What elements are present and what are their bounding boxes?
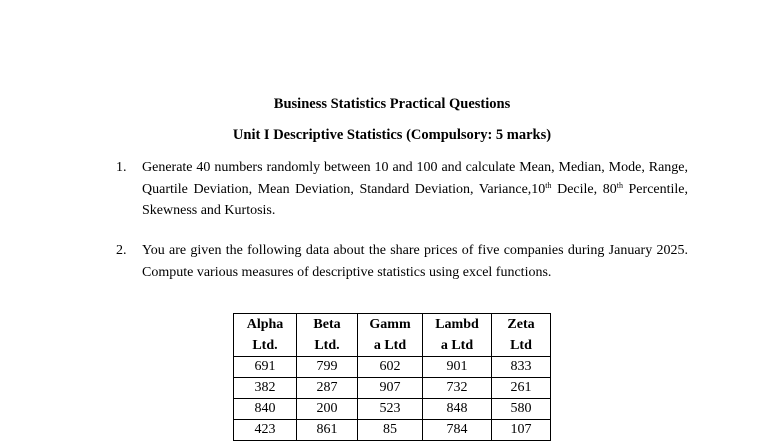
table-row — [234, 399, 551, 420]
table-cell: 840 — [234, 399, 297, 420]
table-cell: 85 — [358, 420, 423, 441]
table-row — [234, 378, 551, 399]
question-1 — [116, 157, 688, 222]
column-header: Lambd a Ltd — [423, 314, 492, 357]
question-text: You are given the following data about the share prices of five companies during January 2025. Compute various measures of descriptive statistics using excel functions. — [142, 243, 688, 280]
table-cell: 732 — [423, 378, 492, 399]
table-cell: 602 — [358, 357, 423, 378]
document-title: Business Statistics Practical Questions — [273, 96, 511, 112]
table-cell: 287 — [297, 378, 358, 399]
question-2 — [116, 240, 688, 283]
table-cell: 580 — [492, 399, 551, 420]
unit-heading: Unit I Descriptive Statistics (Compulsory: 5 marks) — [232, 127, 552, 143]
table-header-row — [234, 314, 551, 357]
superscript: th — [545, 180, 552, 190]
column-header: Zeta Ltd — [492, 314, 551, 357]
table-row — [234, 357, 551, 378]
table-cell: 861 — [297, 420, 358, 441]
table-cell: 691 — [234, 357, 297, 378]
table-cell: 107 — [492, 420, 551, 441]
column-header: Gamm a Ltd — [358, 314, 423, 357]
table-cell: 200 — [297, 399, 358, 420]
table-cell: 799 — [297, 357, 358, 378]
question-number: 1. — [116, 160, 127, 175]
column-header: Beta Ltd. — [297, 314, 358, 357]
table-cell: 423 — [234, 420, 297, 441]
table-cell: 833 — [492, 357, 551, 378]
table-row — [234, 420, 551, 441]
table-cell: 848 — [423, 399, 492, 420]
table-cell: 261 — [492, 378, 551, 399]
superscript: th — [616, 180, 623, 190]
table-cell: 901 — [423, 357, 492, 378]
question-text: Generate 40 numbers randomly between 10 and 100 and calculate Mean, Median, Mode, Range, Quartile Deviation, Mean Deviation, Standard Deviation, Variance,10th Decile, 80th Percentile, Skewness and Kurtosis. — [142, 160, 688, 218]
table-cell: 784 — [423, 420, 492, 441]
table-cell: 523 — [358, 399, 423, 420]
question-number: 2. — [116, 243, 127, 258]
table-cell: 907 — [358, 378, 423, 399]
column-header: Alpha Ltd. — [234, 314, 297, 357]
share-price-table — [233, 313, 551, 441]
table-cell: 382 — [234, 378, 297, 399]
